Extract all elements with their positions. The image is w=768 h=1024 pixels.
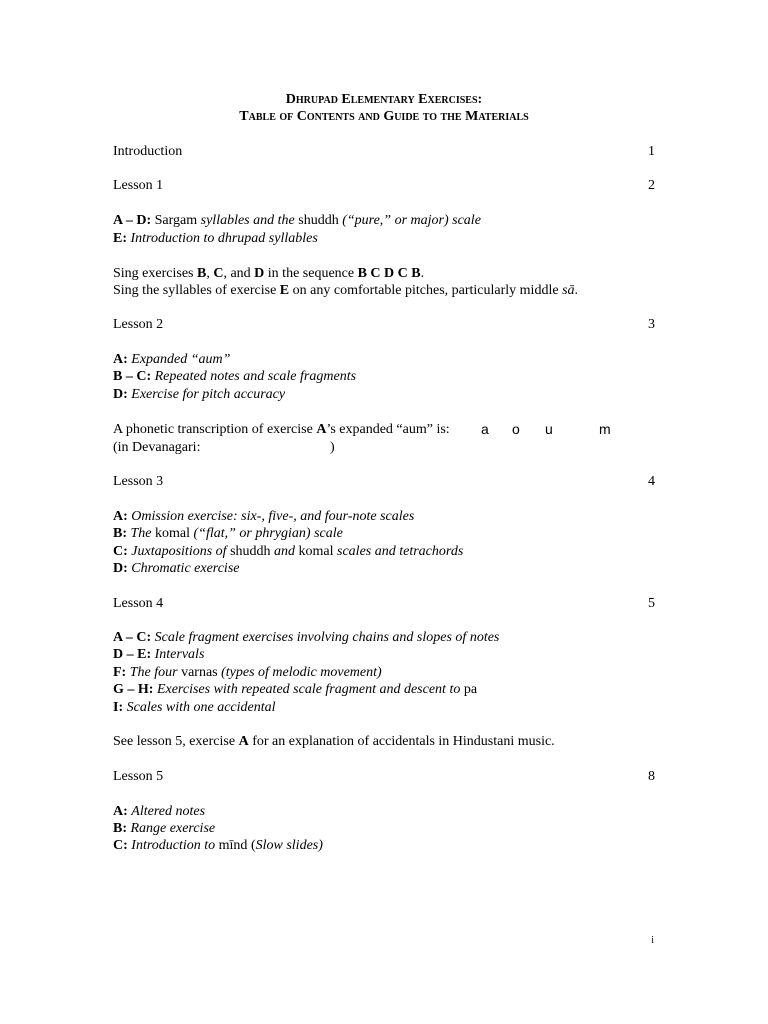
lesson5-item-a: A: Altered notes bbox=[113, 804, 206, 819]
lesson2-devanagari-open: (in Devanagari: bbox=[113, 440, 201, 455]
lesson1-note-1: Sing exercises B, C, and D in the sequence B C D C B. bbox=[113, 266, 425, 281]
toc-page-lesson-4: 5 bbox=[648, 596, 655, 611]
lesson4-item-a-c: A – C: Scale fragment exercises involving chains and slopes of notes bbox=[113, 630, 500, 645]
toc-label-lesson-4: Lesson 4 bbox=[113, 596, 164, 611]
toc-page-lesson-5: 8 bbox=[648, 769, 655, 784]
lesson2-item-b-c: B – C: Repeated notes and scale fragments bbox=[113, 369, 357, 384]
lesson3-item-b: B: The komal (“flat,” or phrygian) scale bbox=[113, 526, 343, 541]
toc-label-lesson-2: Lesson 2 bbox=[113, 317, 164, 332]
toc-label-lesson-1: Lesson 1 bbox=[113, 178, 164, 193]
lesson2-item-a: A: Expanded “aum” bbox=[113, 352, 231, 367]
lesson2-devanagari-close: ) bbox=[330, 440, 335, 455]
lesson4-item-i: I: Scales with one accidental bbox=[113, 700, 276, 715]
lesson4-item-f: F: The four varnas (types of melodic movement) bbox=[113, 665, 382, 680]
phonetic-a: a bbox=[481, 421, 489, 437]
lesson5-item-c: C: Introduction to mīnd (Slow slides) bbox=[113, 838, 323, 853]
toc-label-introduction: Introduction bbox=[113, 144, 183, 159]
lesson4-note: See lesson 5, exercise A for an explanation of accidentals in Hindustani music. bbox=[113, 734, 555, 749]
phonetic-m: m bbox=[599, 421, 611, 437]
toc-label-lesson-5: Lesson 5 bbox=[113, 769, 164, 784]
lesson4-item-d-e: D – E: Intervals bbox=[113, 647, 205, 662]
toc-page-lesson-2: 3 bbox=[648, 317, 655, 332]
lesson1-item-a-d: A – D: Sargam syllables and the shuddh (“pure,” or major) scale bbox=[113, 213, 481, 228]
phonetic-u: u bbox=[545, 421, 553, 437]
title-line-1: Dhrupad Elementary Exercises: bbox=[285, 92, 483, 107]
lesson1-note-2: Sing the syllables of exercise E on any comfortable pitches, particularly middle sā. bbox=[113, 283, 579, 298]
lesson4-item-g-h: G – H: Exercises with repeated scale fragment and descent to pa bbox=[113, 682, 478, 697]
title-line-2: Table of Contents and Guide to the Materials bbox=[239, 109, 529, 124]
lesson5-item-b: B: Range exercise bbox=[113, 821, 216, 836]
toc-page-introduction: 1 bbox=[648, 144, 655, 159]
lesson3-item-d: D: Chromatic exercise bbox=[113, 561, 240, 576]
toc-label-lesson-3: Lesson 3 bbox=[113, 474, 164, 489]
lesson2-item-d: D: Exercise for pitch accuracy bbox=[113, 387, 286, 402]
lesson3-item-c: C: Juxtapositions of shuddh and komal scales and tetrachords bbox=[113, 544, 464, 559]
toc-page-lesson-1: 2 bbox=[648, 178, 655, 193]
lesson1-item-e: E: Introduction to dhrupad syllables bbox=[113, 231, 318, 246]
phonetic-o: o bbox=[512, 421, 520, 437]
page-number: i bbox=[651, 935, 654, 946]
toc-page-lesson-3: 4 bbox=[648, 474, 655, 489]
lesson3-item-a: A: Omission exercise: six-, five-, and four-note scales bbox=[113, 509, 415, 524]
lesson2-phonetic-note: A phonetic transcription of exercise A’s expanded “aum” is: bbox=[113, 422, 450, 437]
